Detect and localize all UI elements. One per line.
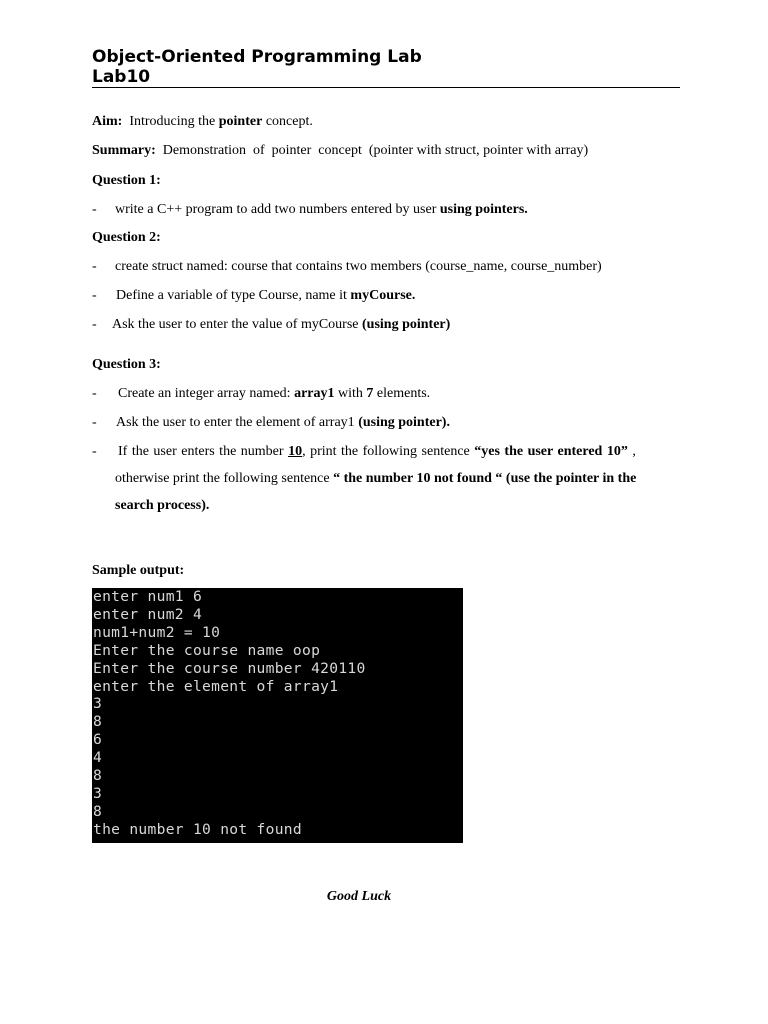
sample-output-label: Sample output: bbox=[92, 563, 185, 578]
q2-item1-dash: - bbox=[92, 259, 97, 274]
q2-item3-dash: - bbox=[92, 317, 97, 332]
terminal-line: 8 bbox=[93, 713, 103, 731]
terminal-line: Enter the course name oop bbox=[93, 641, 321, 659]
terminal-line: enter the element of array1 bbox=[93, 677, 339, 695]
aim-text-pre: Introducing the bbox=[129, 114, 216, 129]
document-header bbox=[92, 47, 680, 88]
terminal-line: num1+num2 = 10 bbox=[93, 623, 221, 641]
q2-item3-text: Ask the user to enter the value of myCourse bbox=[112, 317, 359, 332]
q3-item3-post: , bbox=[632, 444, 636, 459]
terminal-line: 4 bbox=[93, 749, 103, 767]
q1-item1-dash: - bbox=[92, 202, 97, 217]
q3-item3-continuation1 bbox=[115, 470, 636, 488]
terminal-line: enter num1 6 bbox=[93, 588, 203, 605]
document-title: Object-Oriented Programming Lab bbox=[92, 47, 422, 67]
q3-item3-quote: “yes the user entered 10” bbox=[474, 444, 628, 459]
q3-item1-dash: - bbox=[92, 386, 97, 401]
terminal-line: 3 bbox=[93, 784, 103, 802]
terminal-line: 3 bbox=[93, 695, 103, 713]
q3-item3-number: 10 bbox=[288, 444, 303, 459]
q3-item2-dash: - bbox=[92, 415, 97, 430]
terminal-line: Enter the course number 420110 bbox=[93, 659, 366, 677]
sample-output-heading bbox=[92, 562, 184, 580]
aim-text-bold: pointer bbox=[218, 114, 263, 129]
q3-item3-mid: , print the following sentence bbox=[302, 444, 470, 459]
terminal-line: 8 bbox=[93, 802, 103, 820]
q3-item1-bold2: 7 bbox=[366, 386, 374, 401]
aim-label: Aim: bbox=[92, 114, 123, 129]
q3-item3-dash: - bbox=[92, 444, 97, 459]
summary-label: Summary: bbox=[92, 143, 156, 158]
q2-item3-bold: (using pointer) bbox=[362, 317, 451, 332]
good-luck-footer: Good Luck bbox=[326, 889, 392, 904]
q3-item3-continuation2 bbox=[115, 497, 209, 515]
q3-item2-text: Ask the user to enter the element of array1 bbox=[116, 415, 355, 430]
q1-item1 bbox=[115, 201, 528, 219]
summary-text: Demonstration of pointer concept (pointer with struct, pointer with array) bbox=[162, 143, 589, 158]
aim-line bbox=[92, 113, 313, 131]
q3-item3-cont1-bold: “ the number 10 not found “ (use the pointer in the bbox=[333, 471, 637, 486]
q3-item3-pre: If the user enters the number bbox=[118, 444, 284, 459]
question2-heading-text: Question 2: bbox=[92, 230, 161, 245]
q3-item2-bold: (using pointer). bbox=[358, 415, 450, 430]
q2-item1 bbox=[115, 258, 602, 276]
question1-heading-text: Question 1: bbox=[92, 173, 161, 188]
q3-item3-cont2-bold: search process). bbox=[115, 498, 210, 513]
q2-item2-dash: - bbox=[92, 288, 97, 303]
question2-heading bbox=[92, 229, 161, 247]
terminal-line: 8 bbox=[93, 767, 103, 785]
q2-item2-text: Define a variable of type Course, name it bbox=[116, 288, 347, 303]
q2-item3 bbox=[112, 316, 450, 334]
document-subtitle: Lab10 bbox=[92, 67, 151, 87]
aim-text-post: concept. bbox=[265, 114, 313, 129]
q3-item1 bbox=[118, 385, 430, 403]
q3-item3-cont1-text: otherwise print the following sentence bbox=[115, 471, 330, 486]
q1-item1-bold: using pointers. bbox=[439, 202, 528, 217]
q3-item1-bold1: array1 bbox=[294, 386, 335, 401]
q3-item3 bbox=[118, 443, 636, 461]
summary-line bbox=[92, 142, 588, 160]
q2-item2-bold: myCourse. bbox=[350, 288, 416, 303]
q1-item1-text: write a C++ program to add two numbers entered by user bbox=[115, 202, 437, 217]
terminal-screenshot bbox=[92, 588, 463, 843]
q3-item1-mid: with bbox=[338, 386, 363, 401]
question3-heading bbox=[92, 356, 161, 374]
terminal-line: 6 bbox=[93, 731, 103, 749]
q2-item2 bbox=[116, 287, 415, 305]
q3-item1-post: elements. bbox=[376, 386, 431, 401]
q2-item1-text: create struct named: course that contains two members (course_name, course_number) bbox=[115, 259, 602, 274]
q3-item1-pre: Create an integer array named: bbox=[118, 386, 291, 401]
question3-heading-text: Question 3: bbox=[92, 357, 161, 372]
q3-item2 bbox=[116, 414, 450, 432]
terminal-line: the number 10 not found bbox=[93, 820, 302, 838]
question1-heading bbox=[92, 172, 161, 190]
terminal-line: enter num2 4 bbox=[93, 605, 203, 623]
